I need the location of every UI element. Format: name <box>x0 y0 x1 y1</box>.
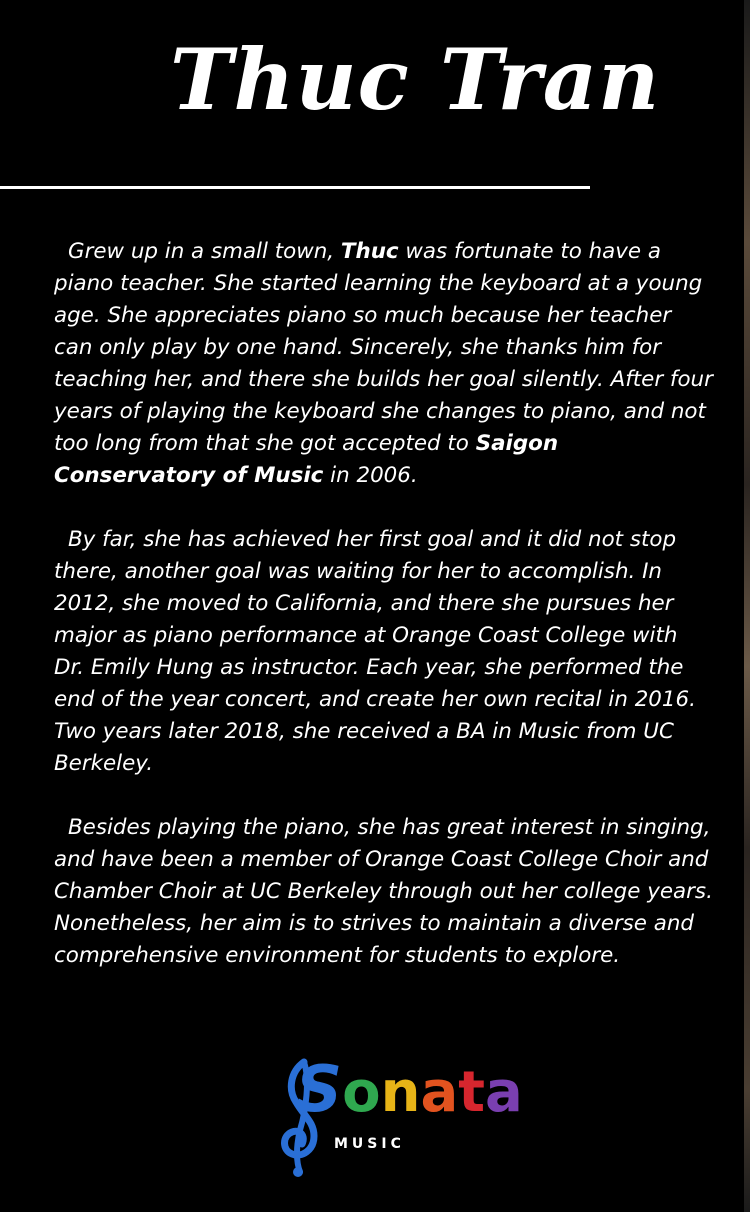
logo-letter-n: n <box>380 1060 421 1125</box>
bio-p1-text-2: was fortunate to have a piano teacher. She started learning the keyboard at a young age. She appreciates piano so much because her teacher can only play by one hand. Sincerely, she thanks him for teaching her, and there she builds her goal silently. After four years of playing the keyboard she changes to piano, and not too long from that she got accepted to <box>54 239 713 456</box>
sonata-music-logo <box>270 1050 523 1180</box>
logo-subtitle: MUSIC <box>334 1136 405 1152</box>
bio-p1-text-1: Grew up in a small town, <box>68 239 341 264</box>
logo-letter-s: S <box>296 1053 343 1127</box>
bio-paragraph-2: By far, she has achieved her first goal and it did not stop there, another goal was waiting for her to accomplish. In 2012, she moved to California, and there she pursues her major as piano performance at Orange Coast College with Dr. Emily Hung as instructor. Each year, she performed the end of the year concert, and create her own recital in 2016. Two years later 2018, she received a BA in Music from UC Berkeley. <box>54 527 696 776</box>
bio-p1-text-3: in 2006. <box>323 463 418 488</box>
bio-paragraph-3: Besides playing the piano, she has great interest in singing, and have been a member of Orange Coast College Choir and Chamber Choir at UC Berkeley through out her college years. Nonetheless, her aim is to strives to maintain a diverse and comprehensive environment for students to explore. <box>54 815 713 968</box>
photo-edge-strip <box>744 0 750 1212</box>
logo-letter-a: a <box>420 1060 459 1125</box>
bio-p1-name: Thuc <box>340 239 399 264</box>
logo-letter-t: t <box>458 1060 486 1125</box>
biography <box>54 236 714 1004</box>
logo-letter-a-2: a <box>485 1060 523 1125</box>
title-underline <box>0 186 590 189</box>
logo-letter-o: o <box>342 1060 381 1125</box>
page-title: Thuc Tran <box>170 30 661 129</box>
bio-p1-school: Saigon Conservatory of Music <box>54 431 559 488</box>
bio-paragraph-1 <box>54 236 714 492</box>
logo-wordmark <box>296 1053 523 1127</box>
